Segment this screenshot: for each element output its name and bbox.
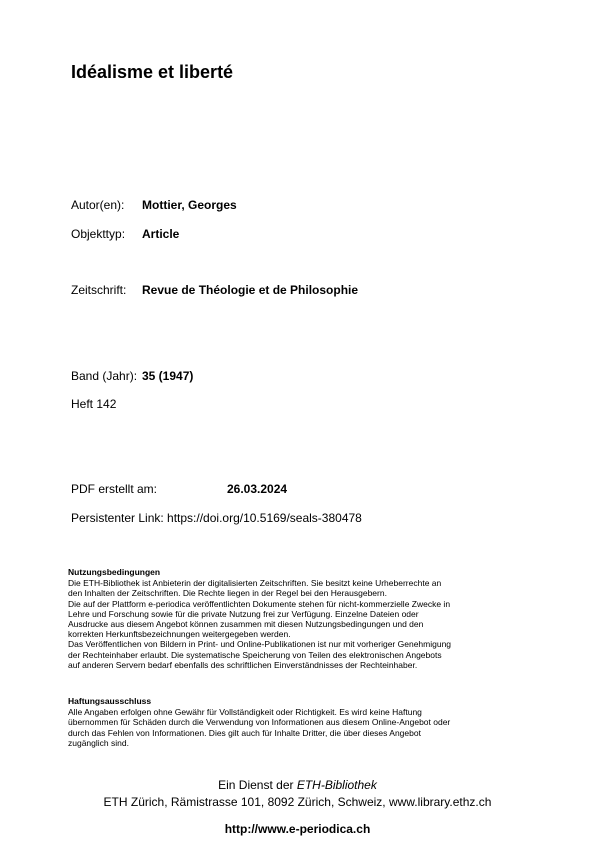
journal-label: Zeitschrift: xyxy=(71,283,127,297)
disclaimer-heading: Haftungsausschluss xyxy=(68,696,152,706)
e-periodica-link[interactable]: http://www.e-periodica.ch xyxy=(224,822,371,836)
volume-label: Band (Jahr): xyxy=(71,369,138,383)
terms-line: Die auf der Plattform e-periodica veröffentlichten Dokumente stehen für nicht-kommerzielle Zwecke in xyxy=(68,598,451,609)
terms-line: Die ETH-Bibliothek ist Anbieterin der digitalisierten Zeitschriften. Sie besitzt keine Urheberrechte an xyxy=(68,578,442,589)
terms-of-use-section xyxy=(68,567,528,670)
author-value: Mottier, Georges xyxy=(142,198,237,212)
author-label: Autor(en): xyxy=(71,198,125,212)
document-title: Idéalisme et liberté xyxy=(71,62,234,82)
pdf-created-label: PDF erstellt am: xyxy=(71,482,158,496)
terms-line: den Inhalten der Zeitschriften. Die Rechte liegen in der Regel bei den Herausgebern. xyxy=(68,588,387,599)
service-line xyxy=(0,778,595,792)
type-value: Article xyxy=(142,227,180,241)
service-prefix: Ein Dienst der xyxy=(218,778,297,792)
disclaimer-section xyxy=(68,696,528,748)
disclaimer-line: durch das Fehlen von Informationen. Dies gilt auch für Inhalte Dritter, die über dieses Angebot xyxy=(68,727,421,738)
journal-value: Revue de Théologie et de Philosophie xyxy=(142,283,359,297)
type-label: Objekttyp: xyxy=(71,227,126,241)
footer-address: ETH Zürich, Rämistrasse 101, 8092 Zürich, Schweiz, www.library.ethz.ch xyxy=(103,795,492,809)
persistent-link[interactable]: Persistenter Link: https://doi.org/10.5169/seals-380478 xyxy=(71,511,362,525)
terms-line: Das Veröffentlichen von Bildern in Print- und Online-Publikationen ist nur mit vorheriger Genehmigung xyxy=(68,639,452,650)
disclaimer-line: zugänglich sind. xyxy=(68,737,129,748)
disclaimer-line: übernommen für Schäden durch die Verwendung von Informationen aus diesem Online-Angebot oder xyxy=(68,717,451,728)
disclaimer-line: Alle Angaben erfolgen ohne Gewähr für Vollständigkeit oder Richtigkeit. Es wird keine Haftung xyxy=(68,707,422,718)
volume-value: 35 (1947) xyxy=(142,369,194,383)
terms-heading: Nutzungsbedingungen xyxy=(68,567,161,577)
pdf-created-date: 26.03.2024 xyxy=(227,482,288,496)
issue-label: Heft 142 xyxy=(71,397,117,411)
service-library-name: ETH-Bibliothek xyxy=(296,778,377,792)
terms-line: korrekten Herkunftsbezeichnungen weitergegeben werden. xyxy=(68,629,291,640)
terms-line: auf anderen Servern bedarf ebenfalls des schriftlichen Einverständnisses der Rechteinhaber. xyxy=(68,659,418,670)
terms-line: Lehre und Forschung sowie für die private Nutzung frei zur Verfügung. Einzelne Dateien oder xyxy=(68,608,419,619)
terms-line: der Rechteinhaber erlaubt. Die systematische Speicherung von Teilen des elektronischen Angebots xyxy=(68,649,442,660)
terms-line: Ausdrucke aus diesem Angebot können zusammen mit diesen Nutzungsbedingungen und den xyxy=(68,619,424,630)
